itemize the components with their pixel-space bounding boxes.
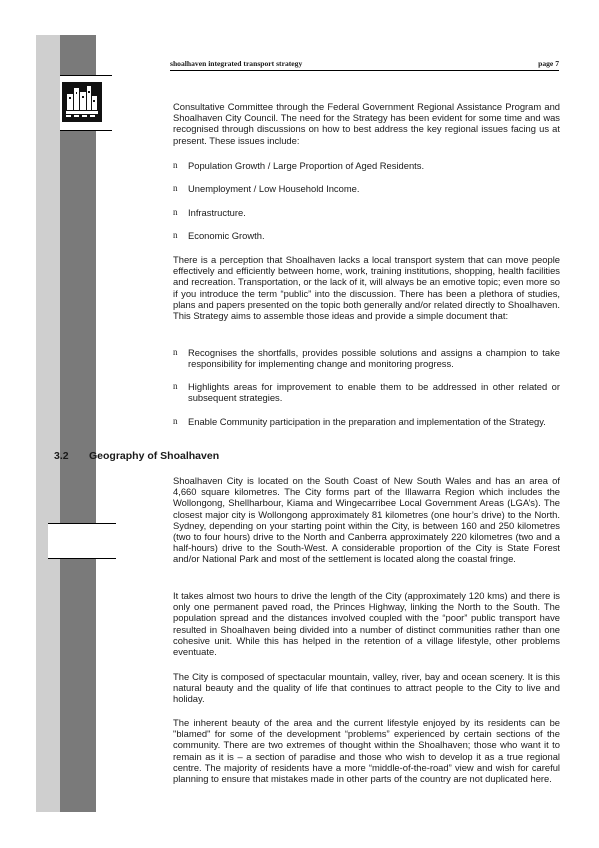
section-paragraph: Shoalhaven City is located on the South Coast of New South Wales and has an area of 4,660 square kilometres. The City forms part of the Illawarra Region which includes the Wollongong, Shellharbour, Kiama and Wingecarribee Local Government Areas (LGA’s). The closest major city is Wollongong approximately 81 kilometres (one hour’s drive) to the North. Sydney, depending on your starting point within the City, is between 160 and 250 kilometres (two to four hours) drive to the North and Canberra approximately 220 kilometres (two and a half-hours) drive to the South-West. A considerable proportion of the City is State Forest and/or National Park and most of the settlement is located along the coastal fringe. [173, 475, 560, 565]
section-title: Geography of Shoalhaven [89, 450, 220, 462]
bullet-mark: n [173, 381, 178, 391]
side-panel-top-rule [48, 523, 116, 524]
sidebar-light-band [36, 35, 60, 812]
aim-text: Enable Community participation in the preparation and implementation of the Strategy. [188, 416, 546, 427]
logo-panel-bottom-rule [60, 130, 112, 131]
section-paragraph: It takes almost two hours to drive the length of the City (approximately 120 kms) and there is only one permanent paved road, the Princes Highway, linking the North to the South. The population spread and the distances involved coupled with the “poor” public transport have resulted in Shoalhaven being divided into a number of distinct communities rather than one cohesive unit. While this has helped in the retention of a village lifestyle, other problems eventuate. [173, 590, 560, 658]
issue-item [173, 183, 560, 194]
aim-item [173, 347, 560, 369]
aim-item [173, 416, 560, 427]
issue-text: Population Growth / Large Proportion of Aged Residents. [188, 160, 425, 171]
section-number: 3.2 [54, 450, 69, 462]
issue-item [173, 207, 560, 218]
aim-text: Recognises the shortfalls, provides possible solutions and assigns a champion to take responsibility for implementing change and monitoring progress. [188, 347, 560, 370]
issue-item [173, 160, 560, 171]
intro-paragraph: Consultative Committee through the Federal Government Regional Assistance Program and Shoalhaven City Council. The need for the Strategy has been evident for some time and was recognised through discussions on how to best address the key regional issues facing us at present. These issues include: [173, 101, 560, 146]
issue-text: Infrastructure. [188, 207, 246, 218]
side-panel-box [48, 523, 116, 558]
logo-panel-top-rule [60, 75, 112, 76]
city-skyline-graphic [62, 82, 102, 122]
bullet-mark: n [173, 416, 178, 426]
page-number: page 7 [538, 59, 559, 68]
bullet-mark: n [173, 183, 178, 193]
header-title: shoalhaven integrated transport strategy [170, 59, 303, 68]
perception-paragraph: There is a perception that Shoalhaven lacks a local transport system that can move people effectively and efficiently between home, work, training institutions, shopping, health facilities and recreation. Transportation, or the lack of it, will always be an emotive topic; even more so if you introduce the term “public” into the discussion. There has been a plethora of studies, plans and papers presented on the topic both generally and/or related directly to Shoalhaven. This Strategy aims to assemble those ideas and provide a simple document that: [173, 254, 560, 322]
side-panel-bottom-rule [48, 558, 116, 559]
bullet-mark: n [173, 207, 178, 217]
sidebar-dark-band [60, 35, 96, 812]
section-paragraph: The City is composed of spectacular mountain, valley, river, bay and ocean scenery. It is this natural beauty and the quality of life that continues to attract people to the City to live and holiday. [173, 671, 560, 705]
aim-item [173, 381, 560, 403]
bullet-mark: n [173, 160, 178, 170]
aim-text: Highlights areas for improvement to enable them to be addressed in other related or subsequent strategies. [188, 381, 560, 404]
bullet-mark: n [173, 347, 178, 357]
issue-text: Economic Growth. [188, 230, 265, 241]
city-skyline-icon [62, 82, 102, 122]
issue-text: Unemployment / Low Household Income. [188, 183, 360, 194]
bullet-mark: n [173, 230, 178, 240]
issue-item [173, 230, 560, 241]
section-paragraph: The inherent beauty of the area and the current lifestyle enjoyed by its residents can be "blamed" for some of the development “problems” experienced by certain sections of the community. There are two extremes of thought within the Shoalhaven; those who want it to remain as it is – a section of paradise and those who wish to develop it as a true regional centre. The majority of residents have a more “middle-of-the-road” view and wish for careful planning to ensure that mistakes made in other parts of the country are not duplicated here. [173, 717, 560, 785]
header-rule [170, 70, 559, 71]
